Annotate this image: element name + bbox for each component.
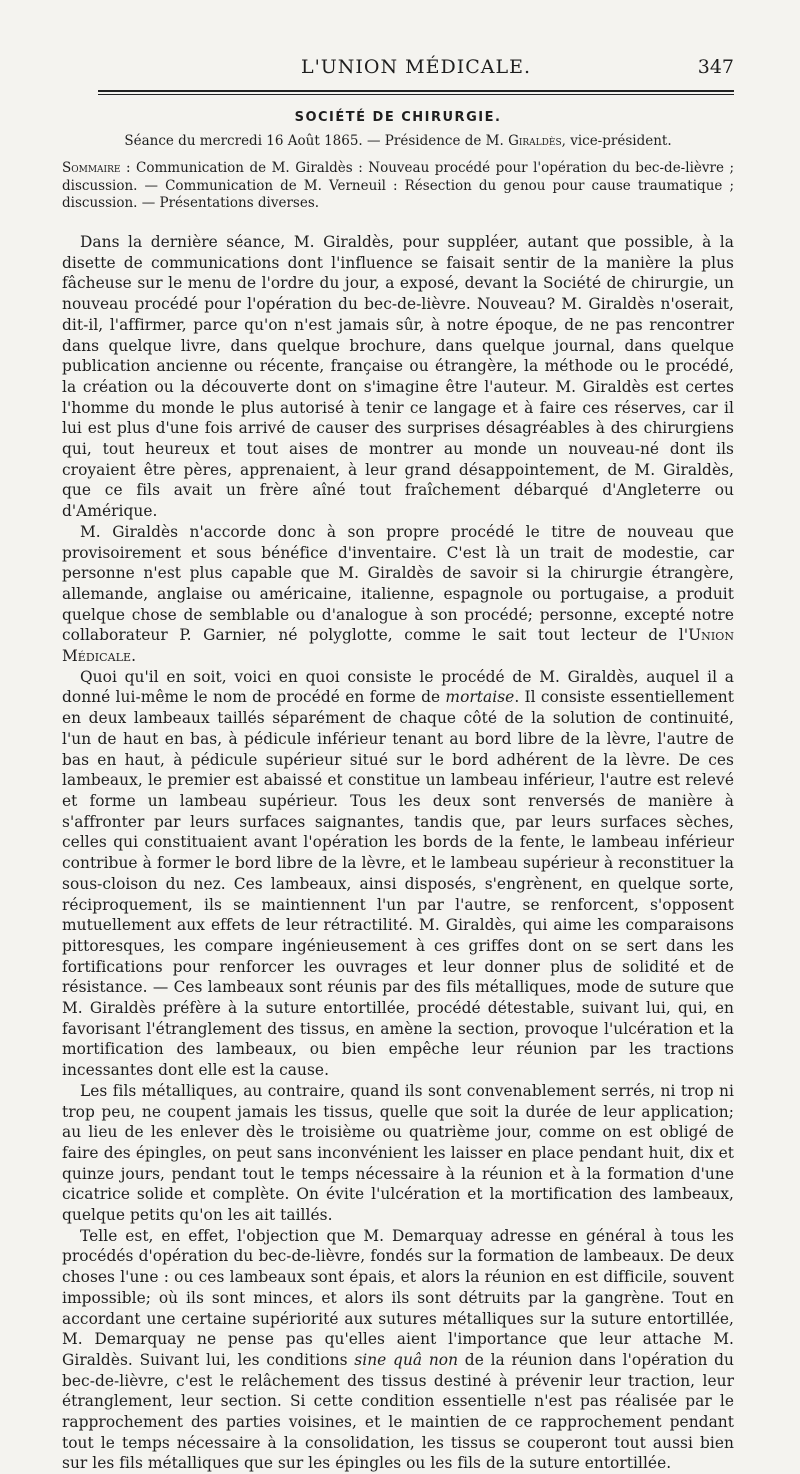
president-name: Giraldès <box>508 133 562 149</box>
summary-block <box>62 160 734 213</box>
article-body <box>62 232 734 1474</box>
journal-name: Union Médicale <box>62 626 734 666</box>
paragraph-2 <box>62 522 734 667</box>
paragraph-3 <box>62 667 734 1081</box>
summary-label: Sommaire <box>62 160 121 176</box>
paragraph-5 <box>62 1226 734 1474</box>
header-rule-thick <box>98 90 734 92</box>
page-number: 347 <box>697 56 734 78</box>
term-sine-qua-non: sine quâ non <box>354 1350 459 1369</box>
paragraph-2-end: . <box>131 647 137 666</box>
paragraph-3-rest: . Il consiste essentiellement en deux lambeaux taillés séparément de chaque côté de la solution de continuité, l'un de haut en bas, à pédicule inférieur tenant au bord libre de la lèvre, l'autre de bas en haut, à pédicule supérieur situé sur le bord adhérent de la lèvre. De ces lambeaux, le premier est abaissé et constitue un lambeau inférieur, l'autre est relevé et forme un lambeau supérieur. Tous les deux sont renversés de manière à s'affronter par leurs surfaces saignantes, tandis que, par leurs surfaces sèches, celles qui constituaient avant l'opération les bords de la fente, le lambeau inférieur contribue à former le bord libre de la lèvre, et le lambeau supérieur à reconstituer la sous-cloison du nez. Ces lambeaux, ainsi disposés, s'engrènent, en quelque sorte, réciproquement, ils se maintiennent l'un par l'autre, se renforcent, s'opposent mutuellement aux effets de leur rétractilité. M. Giraldès, qui aime les comparaisons pittoresques, les compare ingénieusement à ces griffes dont on se sert dans les fortifications pour renforcer les ouvrages et leur donner plus de solidité et de résistance. — Ces lambeaux sont réunis par des fils métalliques, mode de suture que M. Giraldès préfère à la suture entortillée, procédé détestable, suivant lui, qui, en favorisant l'étranglement des tissus, en amène la section, provoque l'ulcération et la mortification des lambeaux, ou bien empêche leur réunion par les tractions incessantes dont elle est la cause. <box>62 688 734 1080</box>
running-title: L'UNION MÉDICALE. <box>300 56 532 78</box>
president-role: , vice-président. <box>561 133 672 149</box>
page-header <box>98 56 734 86</box>
paragraph-1: Dans la dernière séance, M. Giraldès, pour suppléer, autant que possible, à la disette de communications dont l'influence se faisait sentir de la manière la plus fâcheuse sur le menu de l'ordre du jour, a exposé, devant la Société de chirurgie, un nouveau procédé pour l'opération du bec-de-lièvre. Nouveau? M. Giraldès n'oserait, dit-il, l'affirmer, parce qu'on n'est jamais sûr, à notre époque, de ne pas rencontrer dans quelque livre, dans quelque brochure, dans quelque journal, dans quelque publication ancienne ou récente, française ou étrangère, la méthode ou le procédé, la création ou la découverte dont on s'imagine être l'auteur. M. Giraldès est certes l'homme du monde le plus autorisé à tenir ce langage et à faire ces réserves, car il lui est plus d'une fois arrivé de causer des surprises désagréables à des chirurgiens qui, tout heureux et tout aises de montrer au monde un nouveau-né dont ils croyaient être pères, apprenaient, à leur grand désappointement, de M. Giraldès, que ce fils avait un frère aîné tout fraîchement débarqué d'Angleterre ou d'Amérique. <box>62 233 734 521</box>
summary-text: : Communication de M. Giraldès : Nouveau procédé pour l'opération du bec-de-lièvre ; discussion. — Communication de M. Verneuil : Résection du genou pour cause traumatique ; discussion. — Présentations diverses. <box>62 160 734 211</box>
term-mortaise: mortaise <box>445 688 515 707</box>
section-title: SOCIÉTÉ DE CHIRURGIE. <box>294 110 502 125</box>
paragraph-5-text: Telle est, en effet, l'objection que M. Demarquay adresse en général à tous les procédés d'opération du bec-de-lièvre, fondés sur la formation de lambeaux. De deux choses l'une : ou ces lambeaux sont épais, et alors la réunion en est difficile, souvent impossible; où ils sont minces, et alors ils sont détruits par la gangrène. Tout en accordant une certaine supériorité aux sutures métalliques sur la suture entortillée, M. Demarquay ne pense pas qu'elles aient l'importance que leur attache M. Giraldès. Suivant lui, les conditions <box>62 1226 734 1369</box>
session-date: Séance du mercredi 16 Août 1865. — Présidence de M. <box>124 133 509 149</box>
header-rule-thin <box>98 94 734 95</box>
paragraph-4: Les fils métalliques, au contraire, quand ils sont convenablement serrés, ni trop ni trop peu, ne coupent jamais les tissus, quelle que soit la durée de leur application; au lieu de les enlever dès le troisième ou quatrième jour, comme on est obligé de faire des épingles, on peut sans inconvénient les laisser en place pendant huit, dix et quinze jours, pendant tout le temps nécessaire à la réunion et à la formation d'une cicatrice solide et complète. On évite l'ulcération et la mortification des lambeaux, quelque petits qu'on les ait taillés. <box>62 1081 734 1225</box>
paragraph-2-text: M. Giraldès n'accorde donc à son propre procédé le titre de nouveau que provisoirement et sous bénéfice d'inventaire. C'est là un trait de modestie, car personne n'est plus capable que M. Giraldès de savoir si la chirurgie étrangère, allemande, anglaise ou américaine, italienne, espagnole ou portugaise, a produit quelque chose de semblable ou d'analogue à son procédé; personne, excepté notre collaborateur P. Garnier, né polyglotte, comme le sait tout lecteur de l' <box>62 522 734 645</box>
paragraph-3-text: Quoi qu'il en soit, voici en quoi consiste le procédé de M. Giraldès, auquel il a donné lui-même le nom de procédé en forme de <box>62 667 734 707</box>
session-line <box>62 132 734 151</box>
paragraph-5-rest: de la réunion dans l'opération du bec-de-lièvre, c'est le relâchement des tissus destiné à prévenir leur traction, leur étranglement, leur section. Si cette condition essentielle n'est pas réalisée par le rapprochement des parties voisines, et le maintien de ce rapprochement pendant tout le temps nécessaire à la consolidation, les tissus se couperont tout aussi bien sur les fils métalliques que sur les épingles ou les fils de la suture entortillée. <box>62 1350 734 1473</box>
